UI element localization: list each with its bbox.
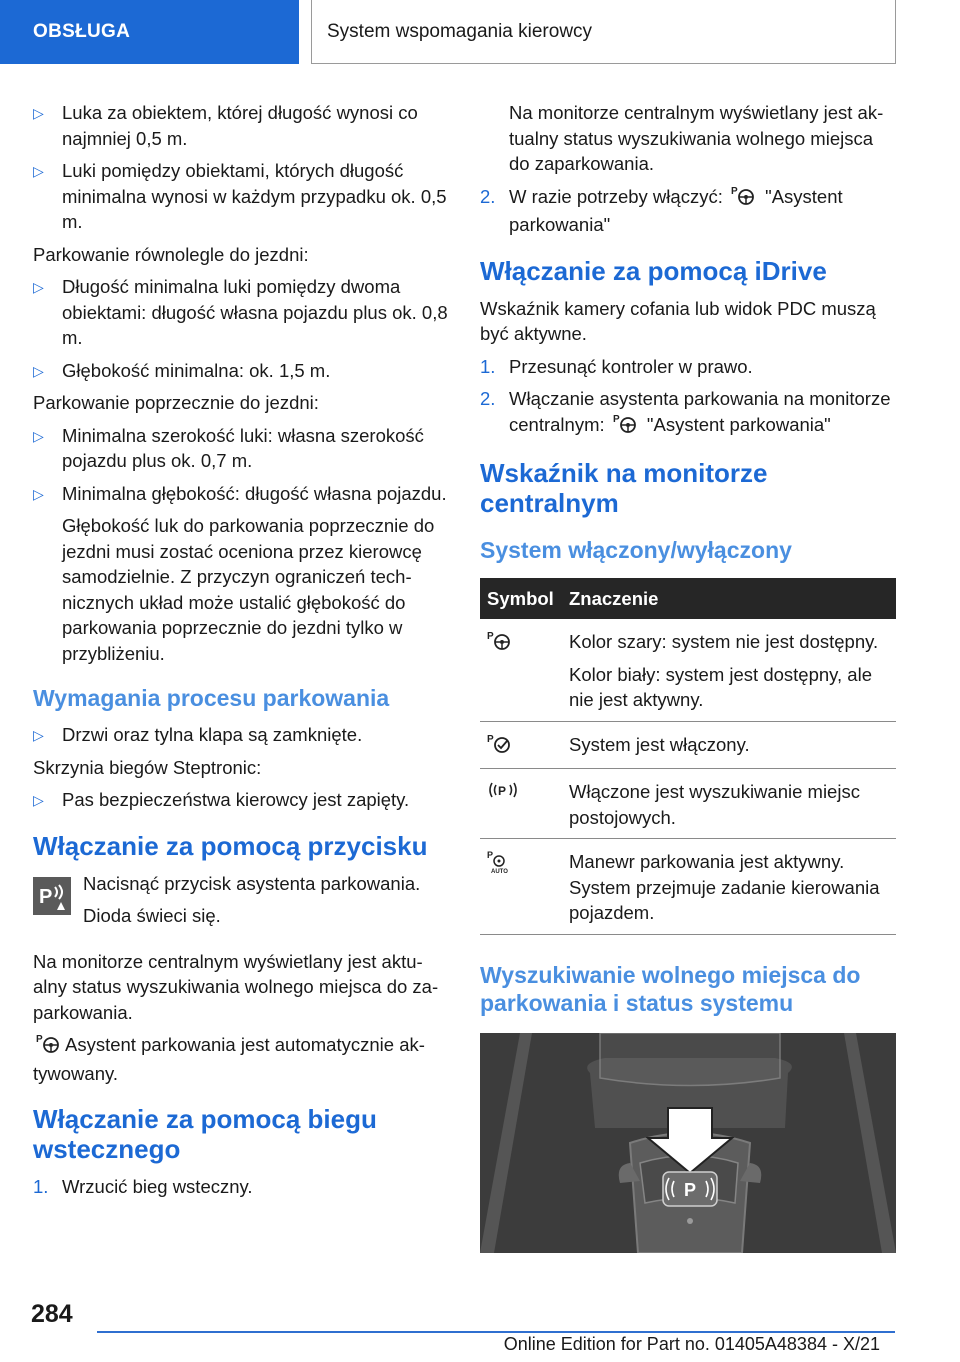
parallel-label: Parkowanie równolegle do jezdni:: [33, 243, 309, 265]
table-row: P AUTO Manewr parkowania jest aktywny. System przejmuje zadanie kierowania pojazdem.: [480, 839, 896, 935]
steptronic-label: Skrzynia biegów Steptronic:: [33, 756, 262, 778]
list-item: ▷ Luki pomiędzy obiektami, których długość minimalna wynosi w każdym przypadku ok. 0,5 m.: [33, 160, 447, 232]
svg-text:AUTO: AUTO: [491, 869, 508, 875]
triangle-bullet-icon: ▷: [33, 362, 44, 379]
status-paragraph: Na monitorze centralnym wyświetlany jest aktualny status wyszukiwania wolnego miejsca do zaparkowania.: [33, 950, 439, 1023]
page-number: 284: [31, 1300, 73, 1328]
svg-text:P: P: [487, 631, 494, 642]
footer-divider: [97, 1331, 895, 1333]
list-item: 2. Włączanie asystenta parkowania na monitorze centralnym: P "Asystent parkowania": [480, 386, 896, 440]
reverse-gear-heading: Włączanie za pomocą biegu wstecznego: [33, 1104, 377, 1164]
list-item: 1. Przesunąć kontroler w prawo.: [480, 355, 753, 377]
svg-text:P: P: [39, 885, 53, 908]
indicator-heading: Wskaźnik na monitorze centralnym: [480, 458, 768, 518]
svg-text:P: P: [487, 850, 494, 860]
svg-text:P: P: [730, 185, 738, 197]
triangle-bullet-icon: ▷: [33, 427, 44, 444]
footer-edition: Online Edition for Part no. 01405A48384 - X/21: [503, 1334, 880, 1354]
led-text: Dioda świeci się.: [83, 905, 221, 926]
parking-search-illustration: [480, 1033, 896, 1253]
page-header: [0, 0, 960, 66]
list-item: ▷ Drzwi oraz tylna klapa są zamknięte.: [33, 722, 448, 748]
triangle-bullet-icon: ▷: [33, 792, 44, 808]
park-assist-available-icon: [487, 631, 513, 655]
triangle-bullet-icon: ▷: [33, 485, 44, 502]
left-column: [33, 100, 448, 1207]
list-item: ▷ Luka za obiektem, której długość wynosi co najmniej 0,5 m.: [33, 102, 418, 149]
idrive-paragraph: Wskaźnik kamery cofania lub widok PDC muszą być aktywne.: [480, 297, 876, 344]
triangle-bullet-icon: ▷: [33, 727, 44, 743]
button-step: [33, 871, 448, 941]
table-row: P Włączone jest wyszukiwanie miejsc postojowych.: [480, 769, 896, 839]
list-item: ▷ Długość minimalna luki pomiędzy dwoma obiektami: długość własna pojazdu plus ok. 0,8 m.: [33, 276, 448, 348]
triangle-bullet-icon: ▷: [33, 105, 44, 121]
park-assist-icon: [731, 184, 757, 213]
list-item: ▷ Minimalna głębokość: długość własna pojazdu.: [33, 481, 448, 507]
column-header-meaning: Znaczenie: [562, 578, 896, 619]
park-assist-on-icon: [487, 733, 515, 758]
perpendicular-note: Głębokość luk do parkowania poprzecznie do jezdni musi zostać oceniona przez kierowcę samodzielnie. Z przyczyn ograniczeń technicznych układ może ustalić głębokość do parkowania poprzecznie do jezdni tylko w przybliżeniu.: [62, 515, 435, 664]
right-column: [480, 100, 896, 1253]
park-assist-icon: [613, 412, 639, 441]
triangle-bullet-icon: ▷: [33, 279, 44, 295]
list-item: ▷ Minimalna szerokość luki: własna szerokość pojazdu plus ok. 0,7 m.: [33, 424, 424, 471]
section-tab: OBSŁUGA: [0, 0, 299, 64]
symbol-table: [480, 578, 896, 935]
reverse-continuation: Na monitorze centralnym wyświetlany jest aktualny status wyszukiwania wolnego miejsca do zaparkowania.: [509, 102, 884, 174]
park-assist-button-icon: [33, 877, 71, 915]
table-row: P Kolor szary: system nie jest dostępny. Kolor biały: system jest dostępny, ale nie jest aktywny.: [480, 619, 896, 721]
parking-search-illustration-svg: [480, 1033, 896, 1253]
list-item: 2. W razie potrzeby włączyć: P "Asystent parkowania": [480, 185, 843, 235]
svg-text:P: P: [498, 784, 507, 798]
svg-text:P: P: [487, 733, 494, 745]
button-step-text: Nacisnąć przycisk asystenta parkowania.: [83, 872, 421, 894]
auto-activation-text: P Asystent parkowania jest automatycznie aktywowany.: [33, 1034, 425, 1084]
list-item: ▷ Pas bezpieczeństwa kierowcy jest zapięty.: [33, 787, 448, 813]
button-activation-heading: Włączanie za pomocą przycisku: [33, 830, 428, 861]
park-maneuver-auto-icon: [487, 850, 517, 879]
figure-badge-label: P: [683, 1179, 697, 1200]
svg-text:P: P: [36, 1034, 43, 1045]
table-header-row: [480, 578, 896, 619]
list-item: 1. Wrzucić bieg wsteczny.: [33, 1176, 253, 1197]
triangle-bullet-icon: ▷: [33, 163, 44, 179]
list-item: ▷ Głębokość minimalna: ok. 1,5 m.: [33, 358, 448, 384]
chapter-title: System wspomagania kierowcy: [311, 0, 896, 64]
table-row: P System jest włączony.: [480, 721, 896, 769]
idrive-heading: Włączanie za pomocą iDrive: [480, 255, 827, 286]
on-off-heading: System włączony/wyłączony: [480, 537, 792, 563]
park-assist-icon: [36, 1032, 62, 1061]
column-header-symbol: Symbol: [480, 578, 562, 619]
perpendicular-label: Parkowanie poprzecznie do jezdni:: [33, 392, 319, 413]
svg-text:P: P: [612, 413, 620, 425]
parking-space-search-icon: [487, 784, 519, 805]
requirements-heading: Wymagania procesu parkowania: [33, 685, 390, 711]
search-status-heading: Wyszukiwanie wolnego miejsca do parkowania i status systemu: [480, 961, 861, 1016]
